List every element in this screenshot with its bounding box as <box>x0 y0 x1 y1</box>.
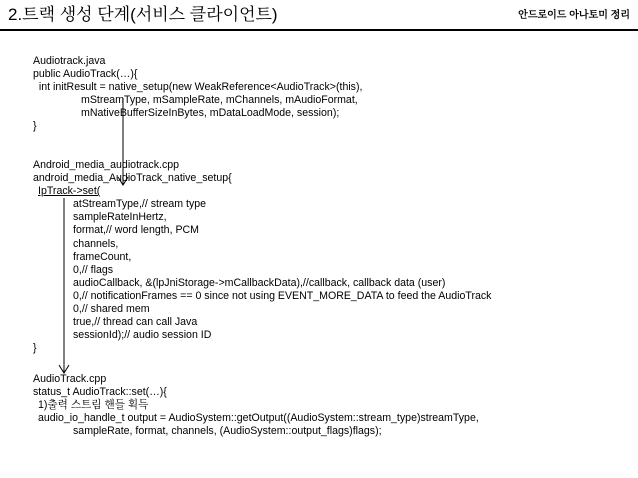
arrow-jni-to-audiotrack <box>59 198 69 373</box>
page-subtitle: 안드로이드 아나토미 정리 <box>518 10 630 21</box>
code-line: public AudioTrack(…){ <box>33 68 138 81</box>
code-line: mNativeBufferSizeInBytes, mDataLoadMode, session); <box>81 107 340 120</box>
code-line: audio_io_handle_t output = AudioSystem::getOutput((AudioSystem::stream_type)streamType, <box>38 412 479 425</box>
code-line: sampleRateInHertz, <box>73 211 167 224</box>
code-line: channels, <box>73 237 119 250</box>
code-line: sampleRate, format, channels, (AudioSystem::output_flags)flags); <box>73 425 382 438</box>
code-line: status_t AudioTrack::set(…){ <box>33 386 167 399</box>
code-line: 0,// shared mem <box>73 303 150 316</box>
code-line: 0,// flags <box>73 263 114 276</box>
code-line: frameCount, <box>73 250 132 263</box>
code-line: AudioTrack.cpp <box>33 373 107 385</box>
code-line: atStreamType,// stream type <box>73 198 207 211</box>
code-line: format,// word length, PCM <box>73 224 199 237</box>
code-line: } <box>33 120 37 133</box>
page-title: 2.트랙 생성 단계(서비스 클라이언트) <box>8 5 278 24</box>
arrow-java-to-jni <box>118 98 128 185</box>
code-line-step-1: 1)출력 스트림 핸들 획득 <box>38 399 149 412</box>
code-line: Android_media_audiotrack.cpp <box>33 159 180 171</box>
code-line-iptrack-set: IpTrack->set( <box>38 185 101 198</box>
code-line: } <box>33 342 37 355</box>
code-line: android_media_AudioTrack_native_setup{ <box>33 172 232 185</box>
code-line: mStreamType, mSampleRate, mChannels, mAudioFormat, <box>81 94 358 107</box>
code-line: Audiotrack.java <box>33 55 106 67</box>
code-line: true,// thread can call Java <box>73 316 198 329</box>
code-line: audioCallback, &(lpJniStorage->mCallbackData),//callback, callback data (user) <box>73 276 446 289</box>
code-line: int initResult = native_setup(new WeakReference<AudioTrack>(this), <box>33 81 363 94</box>
code-line: sessionId);// audio session ID <box>73 329 212 342</box>
code-line: 0,// notificationFrames == 0 since not using EVENT_MORE_DATA to feed the AudioTrack <box>73 289 492 302</box>
